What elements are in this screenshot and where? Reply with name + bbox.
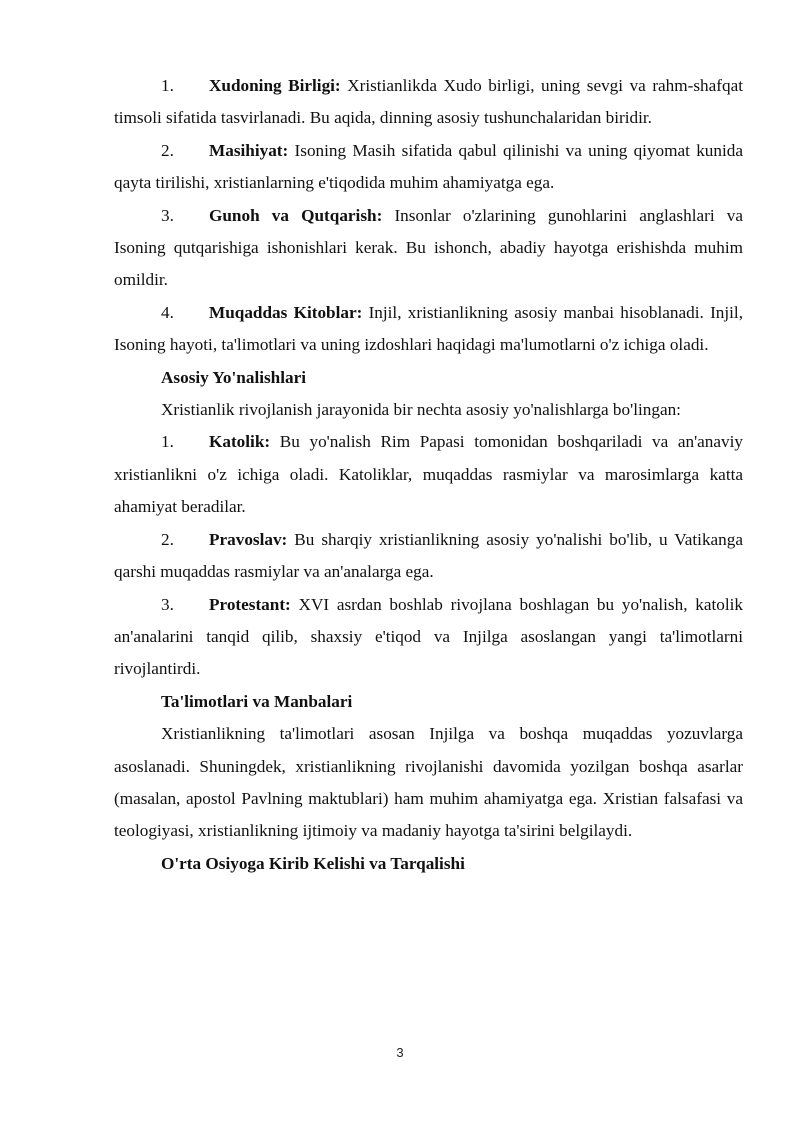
belief-term: Gunoh va Qutqarish:	[209, 205, 383, 225]
direction-text: XVI asrdan boshlab rivojlana boshlagan bu yo'nalish, katolik an'analarini tanqid qilib, shaxsiy e'tiqod va Injilga asoslangan yangi ta'limotlarni rivojlantirdi.	[114, 594, 743, 679]
list-number: 4.	[161, 302, 174, 322]
list-number: 3.	[161, 594, 174, 614]
direction-item-protestant	[114, 589, 743, 686]
direction-term: Protestant:	[209, 594, 291, 614]
list-number: 1.	[161, 76, 174, 95]
list-number: 1.	[161, 432, 174, 452]
belief-term: Masihiyat:	[209, 140, 289, 160]
belief-item-messiah	[114, 135, 743, 200]
belief-item-scriptures	[114, 297, 743, 362]
belief-item-sin-salvation	[114, 200, 743, 297]
section-heading-central-asia: O'rta Osiyoga Kirib Kelishi va Tarqalishi	[161, 853, 465, 873]
direction-item-catholic	[114, 426, 743, 523]
belief-text: Insonlar o'zlarining gunohlarini anglashlari va Isoning qutqarishiga ishonishlari kerak. Bu ishonch, abadiy hayotga erishishda muhim omildir.	[114, 205, 743, 290]
belief-text: Isoning Masih sifatida qabul qilinishi va uning qiyomat kunida qayta tirilishi, xristianlarning e'tiqodida muhim ahamiyatga ega.	[114, 140, 743, 193]
section-heading-teachings: Ta'limotlari va Manbalari	[161, 691, 353, 711]
belief-item-unity	[114, 70, 743, 135]
list-number: 3.	[161, 205, 174, 225]
direction-text: Bu sharqiy xristianlikning asosiy yo'nalishi bo'lib, u Vatikanga qarshi muqaddas rasmiylar va an'analarga ega.	[114, 529, 743, 582]
belief-text: Injil, xristianlikning asosiy manbai hisoblanadi. Injil, Isoning hayoti, ta'limotlari va uning izdoshlari haqidagi ma'lumotlarni o'z ichiga oladi.	[114, 302, 744, 355]
belief-text: Xristianlikda Xudo birligi, uning sevgi va rahm-shafqat timsoli sifatida tasvirlanadi. Bu aqida, dinning asosiy tushunchalaridan biridir.	[114, 76, 743, 128]
list-number: 2.	[161, 529, 174, 549]
belief-term: Muqaddas Kitoblar:	[209, 302, 363, 322]
list-number: 2.	[161, 140, 174, 160]
belief-term: Xudoning Birligi:	[209, 76, 341, 95]
teachings-paragraph: Xristianlikning ta'limotlari asosan Injilga va boshqa muqaddas yozuvlarga asoslanadi. Shuningdek, xristianlikning rivojlanishi davomida yozilgan boshqa asarlar (masalan, apostol Pavlning maktublari) ham muhim ahamiyatga ega. Xristian falsafasi va teologiyasi, xristianlikning ijtimoiy va madaniy hayotga ta'sirini belgilaydi.	[114, 724, 743, 841]
direction-item-orthodox	[114, 524, 743, 589]
direction-term: Pravoslav:	[209, 529, 288, 549]
direction-term: Katolik:	[209, 432, 271, 452]
direction-text: Bu yo'nalish Rim Papasi tomonidan boshqariladi va an'anaviy xristianlikni o'z ichiga oladi. Katoliklar, muqaddas rasmiylar va marosimlarga katta ahamiyat beradilar.	[114, 432, 743, 517]
section-heading-directions: Asosiy Yo'nalishlari	[161, 367, 307, 387]
directions-intro: Xristianlik rivojlanish jarayonida bir nechta asosiy yo'nalishlarga bo'lingan:	[161, 400, 681, 420]
page-number: 3	[396, 1045, 404, 1060]
